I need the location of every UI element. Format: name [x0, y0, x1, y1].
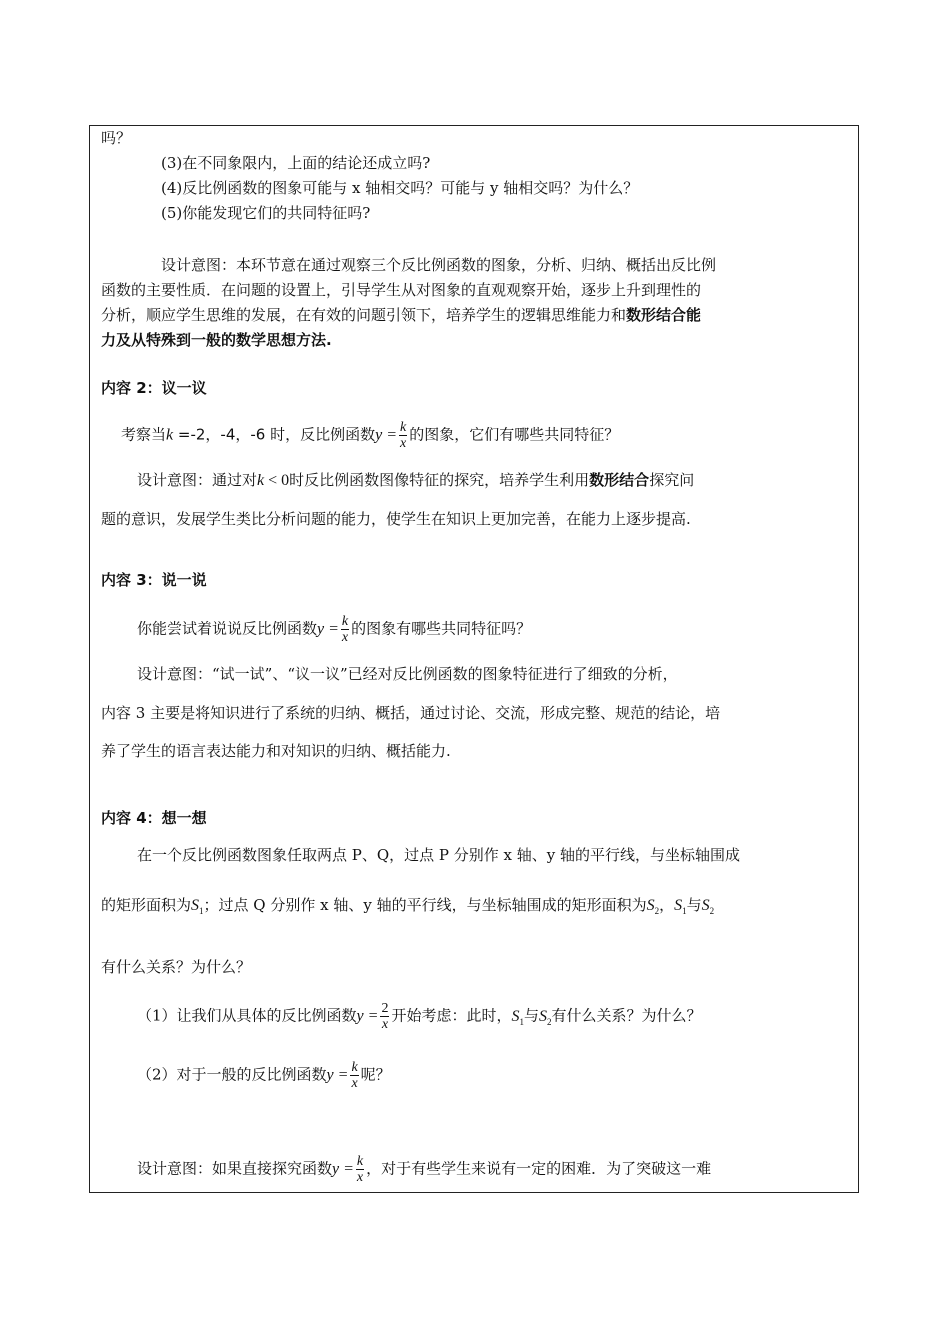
denominator: x: [400, 436, 407, 451]
math-y: y: [326, 1066, 334, 1084]
denominator: x: [351, 1076, 358, 1091]
math-y: y: [356, 1007, 364, 1025]
content-4-line-3: 有什么关系？为什么？: [101, 958, 252, 976]
denominator: x: [356, 1170, 364, 1185]
text-span: 探究问: [649, 471, 695, 489]
text-span: 分析，顺应学生思维的发展，在有效的问题引领下，培养学生的逻辑思维能力和: [101, 306, 627, 324]
math-s2: $S_2$: [538, 1007, 552, 1027]
math-lt-zero: < 0: [264, 472, 290, 489]
numerator: 2: [381, 1001, 389, 1016]
question-3: (3)在不同象限内，上面的结论还成立吗?: [161, 154, 431, 172]
denominator: x: [381, 1017, 389, 1032]
text-span: （1）让我们从具体的反比例函数: [137, 1006, 357, 1025]
math-y: y: [375, 426, 383, 444]
math-s1: $S_1$: [191, 897, 204, 917]
math-eq: =: [363, 1007, 379, 1025]
design-intent-7: 设计意图：“试一试”、“议一议”已经对反比例函数的图象特征进行了细致的分析，: [137, 665, 678, 683]
math-k: k: [257, 472, 265, 489]
math-eq: =: [333, 1066, 349, 1084]
math-s2: $S_2$: [646, 897, 660, 917]
math-s2: $S_2$: [701, 897, 715, 917]
design-intent-8: 内容 3 主要是将知识进行了系统的归纳、概括，通过讨论、交流，形成完整、规范的结论，培: [101, 704, 721, 722]
text-span: 与: [523, 1006, 539, 1025]
design-intent-2: 函数的主要性质．在问题的设置上，引导学生从对图象的直观观察开始，逐步上升到理性的: [101, 281, 702, 299]
numerator: k: [400, 420, 407, 435]
question-5: (5)你能发现它们的共同特征吗?: [161, 204, 371, 222]
text-span: 的图象，它们有哪些共同特征？: [409, 425, 620, 444]
text-span: 有什么关系？为什么？: [551, 1006, 702, 1025]
text-span: 考察当: [121, 425, 167, 444]
math-eq: =: [339, 1160, 354, 1178]
heading-content-4: 内容 4：想一想: [101, 809, 207, 827]
fraction-k-over-x: [399, 420, 407, 451]
fraction-k-over-x: [350, 1060, 358, 1091]
text-span: 时反比例函数图像特征的探究，培养学生利用: [289, 471, 590, 489]
math-s1: $S_1$: [511, 1007, 524, 1027]
text-span: ，对于有些学生来说有一定的困难．为了突破这一难: [366, 1159, 712, 1178]
math-eq: =: [324, 620, 339, 638]
text-span: 开始考虑：此时，: [391, 1006, 512, 1025]
design-intent-3: [101, 305, 701, 325]
math-s1: $S_1$: [674, 897, 687, 917]
fraction-2-over-x: [380, 1001, 389, 1032]
text-span: =-2，-4，-6 时，反比例函数: [173, 425, 376, 444]
design-intent-10: [137, 1154, 711, 1185]
text-span: （2）对于一般的反比例函数: [137, 1065, 327, 1084]
numerator: k: [351, 1060, 358, 1075]
math-k: k: [166, 426, 174, 444]
math-y: y: [332, 1160, 340, 1178]
numerator: k: [341, 614, 349, 629]
heading-content-3: 内容 3：说一说: [101, 571, 207, 589]
fraction-k-over-x: [356, 1154, 364, 1185]
content-4-line-1: 在一个反比例函数图象任取两点 P、Q，过点 P 分别作 x 轴、y 轴的平行线，与坐标轴围成: [137, 846, 741, 864]
text-span: 的图象有哪些共同特征吗？: [351, 619, 532, 638]
design-intent-6: 题的意识，发展学生类比分析问题的能力，使学生在知识上更加完善，在能力上逐步提高.: [101, 510, 691, 528]
content-4-line-2: [101, 895, 714, 921]
text-span: 与: [686, 896, 702, 914]
text-span: 设计意图：通过对: [137, 471, 258, 489]
design-intent-4: 力及从特殊到一般的数学思想方法.: [101, 331, 332, 349]
design-intent-9: 养了学生的语言表达能力和对知识的归纳、概括能力.: [101, 742, 451, 760]
denominator: x: [341, 630, 349, 645]
bold-text: 数形结合: [589, 471, 650, 489]
text-span: 你能尝试着说说反比例函数: [137, 619, 318, 638]
text-span: 呢？: [360, 1065, 391, 1084]
design-intent-1: 设计意图：本环节意在通过观察三个反比例函数的图象，分析、归纳、概括出反比例: [161, 256, 717, 274]
question-4: (4)反比例函数的图象可能与 x 轴相交吗？可能与 y 轴相交吗？为什么？: [161, 179, 639, 197]
bold-text: 数形结合能: [626, 306, 702, 324]
heading-content-2: 内容 2：议一议: [101, 379, 207, 397]
content-2-question: [121, 420, 619, 451]
text-span: ，: [659, 896, 675, 914]
text-span: 的矩形面积为: [101, 896, 192, 914]
fraction-k-over-x: [341, 614, 349, 645]
text-span: 设计意图：如果直接探究函数: [137, 1159, 333, 1178]
text-line: 吗？: [101, 129, 132, 147]
math-y: y: [317, 620, 325, 638]
design-intent-5: [137, 470, 694, 491]
text-span: ；过点 Q 分别作 x 轴、y 轴的平行线，与坐标轴围成的矩形面积为: [203, 896, 647, 914]
question-1: [137, 1001, 702, 1032]
numerator: k: [356, 1154, 364, 1169]
content-3-question: [137, 614, 531, 645]
math-eq: =: [382, 426, 398, 444]
question-2: [137, 1060, 391, 1091]
